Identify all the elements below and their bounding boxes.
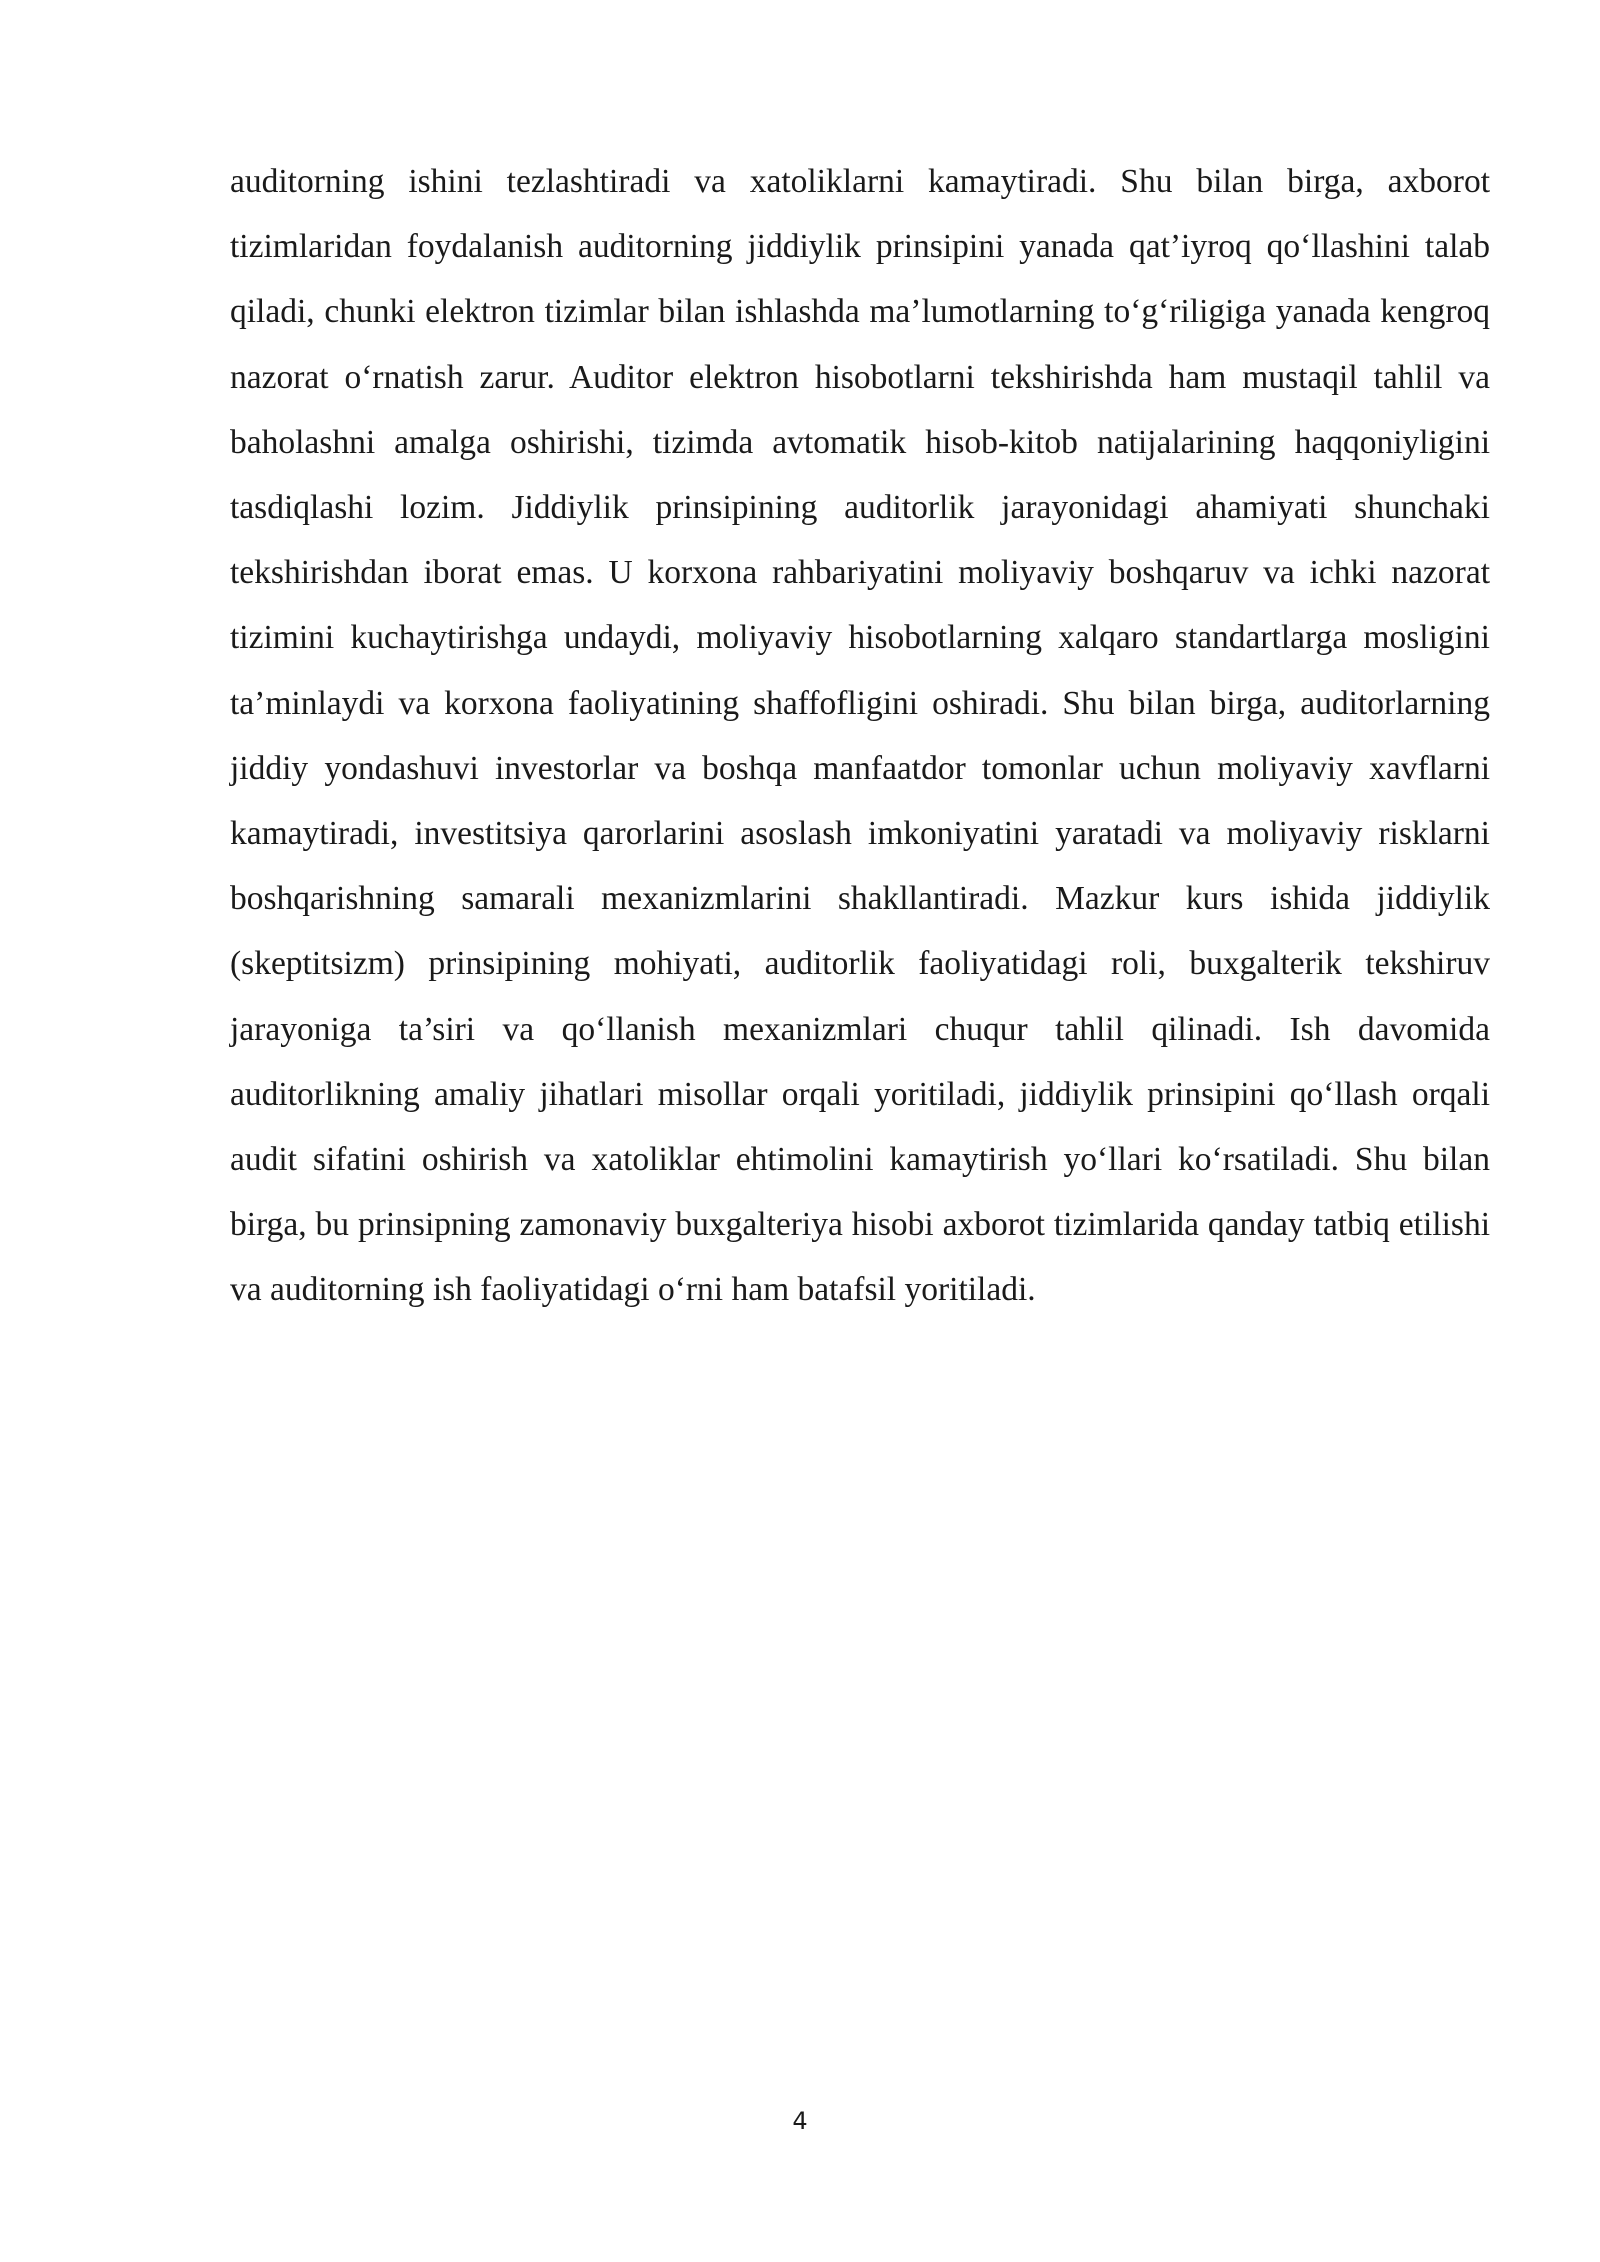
page-number: 4 (792, 2107, 808, 2135)
body-paragraph: auditorning ishini tezlashtiradi va xatoliklarni kamaytiradi. Shu bilan birga, axborot tizimlaridan foydalanish auditorning jiddiylik prinsipini yanada qat’iyroq qo‘llashini talab qiladi, chunki elektron tizimlar bilan ishlashda ma’lumotlarning to‘g‘riligiga yanada kengroq nazorat o‘rnatish zarur. Auditor elektron hisobotlarni tekshirishda ham mustaqil tahlil va baholashni amalga oshirishi, tizimda avtomatik hisob-kitob natijalarining haqqoniyligini tasdiqlashi lozim. Jiddiylik prinsipining auditorlik jarayonidagi ahamiyati shunchaki tekshirishdan iborat emas. U korxona rahbariyatini moliyaviy boshqaruv va ichki nazorat tizimini kuchaytirishga undaydi, moliyaviy hisobotlarning xalqaro standartlarga mosligini ta’minlaydi va korxona faoliyatining shaffofligini oshiradi. Shu bilan birga, auditorlarning jiddiy yondashuvi investorlar va boshqa manfaatdor tomonlar uchun moliyaviy xavflarni kamaytiradi, investitsiya qarorlarini asoslash imkoniyatini yaratadi va moliyaviy risklarni boshqarishning samarali mexanizmlarini shakllantiradi. Mazkur kurs ishida jiddiylik (skeptitsizm) prinsipining mohiyati, auditorlik faoliyatidagi roli, buxgalterik tekshiruv jarayoniga ta’siri va qo‘llanish mexanizmlari chuqur tahlil qilinadi. Ish davomida auditorlikning amaliy jihatlari misollar orqali yoritiladi, jiddiylik prinsipini qo‘llash orqali audit sifatini oshirish va xatoliklar ehtimolini kamaytirish yo‘llari ko‘rsatiladi. Shu bilan birga, bu prinsipning zamonaviy buxgalteriya hisobi axborot tizimlarida qanday tatbiq etilishi va auditorning ish faoliyatidagi o‘rni ham batafsil yoritiladi. (230, 163, 1490, 1309)
